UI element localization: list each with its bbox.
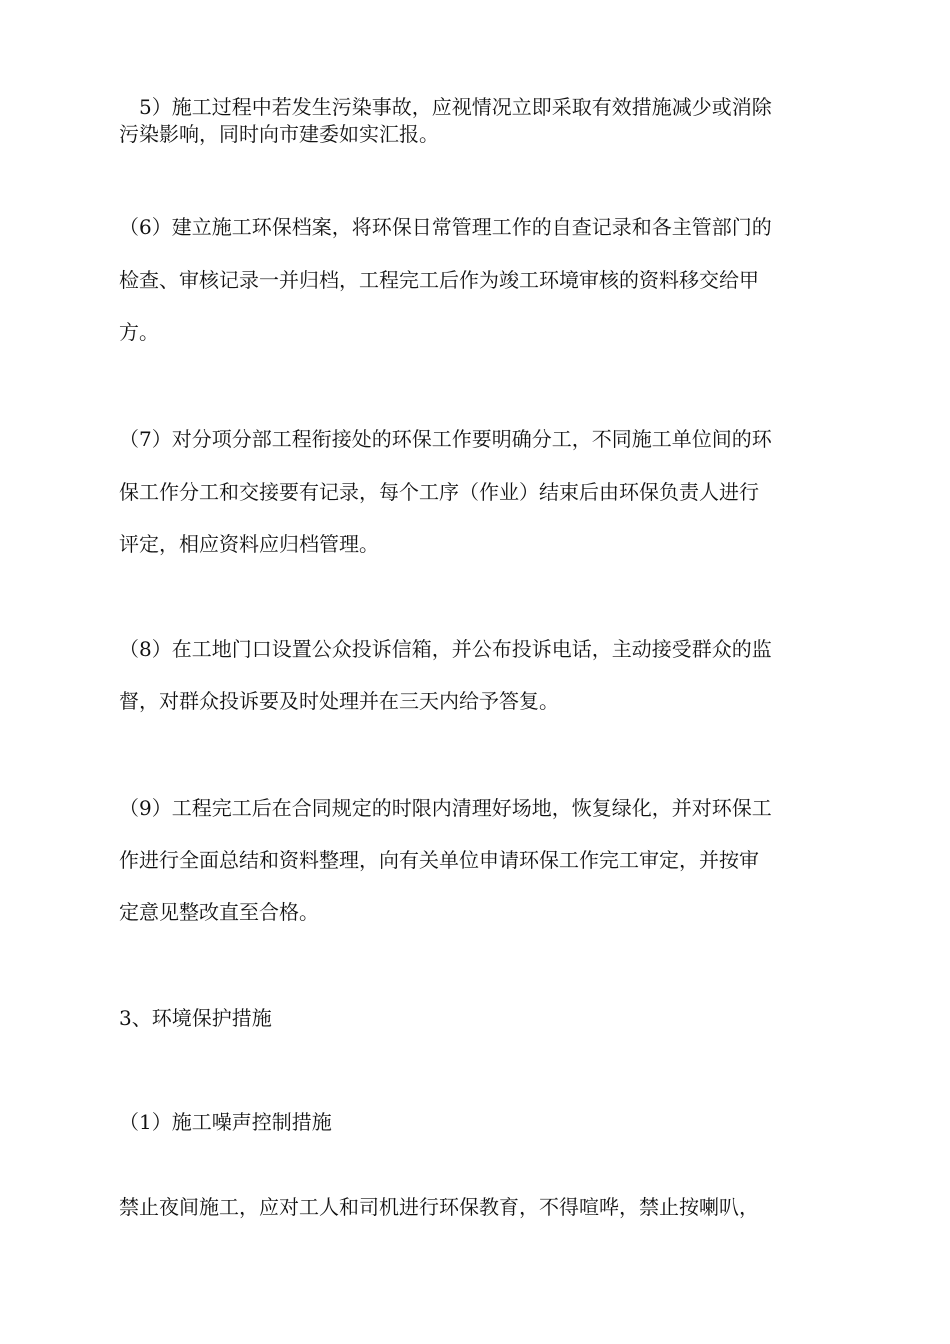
paragraph-8-line-1: （8）在工地门口设置公众投诉信箱，并公布投诉电话，主动接受群众的监 [119, 637, 772, 661]
paragraph-9-line-1: （9）工程完工后在合同规定的时限内清理好场地，恢复绿化，并对环保工 [119, 796, 772, 820]
paragraph-9-line-2: 作进行全面总结和资料整理，向有关单位申请环保工作完工审定，并按审 [119, 848, 759, 872]
paragraph-7-line-1: （7）对分项分部工程衔接处的环保工作要明确分工，不同施工单位间的环 [119, 427, 772, 451]
paragraph-6-line-2: 检查、审核记录一并归档，工程完工后作为竣工环境审核的资料移交给甲 [119, 268, 759, 292]
section-heading: 3、环境保护措施 [119, 1006, 272, 1030]
paragraph-6-line-3: 方。 [119, 320, 159, 344]
paragraph-9-line-3: 定意见整改直至合格。 [119, 900, 319, 924]
paragraph-7-line-3: 评定，相应资料应归档管理。 [119, 532, 379, 556]
paragraph-6-line-1: （6）建立施工环保档案，将环保日常管理工作的自查记录和各主管部门的 [119, 215, 772, 239]
paragraph-5-line-1: 5）施工过程中若发生污染事故，应视情况立即采取有效措施减少或消除 [139, 95, 772, 119]
paragraph-5-line-2: 污染影响，同时向市建委如实汇报。 [119, 122, 439, 146]
body-paragraph-line-1: 禁止夜间施工，应对工人和司机进行环保教育，不得喧哗，禁止按喇叭， [119, 1195, 759, 1219]
paragraph-7-line-2: 保工作分工和交接要有记录，每个工序（作业）结束后由环保负责人进行 [119, 480, 759, 504]
paragraph-8-line-2: 督，对群众投诉要及时处理并在三天内给予答复。 [119, 689, 559, 713]
subsection-heading: （1）施工噪声控制措施 [119, 1110, 332, 1134]
